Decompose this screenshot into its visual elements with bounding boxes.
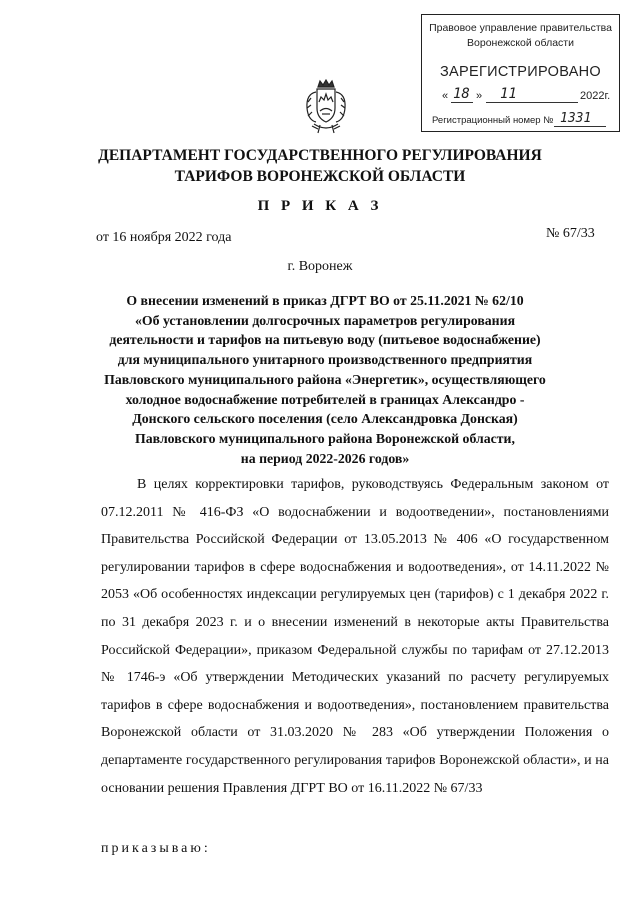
department-title — [0, 145, 640, 187]
stamp-organization — [422, 21, 619, 51]
subject-line: О внесении изменений в приказ ДГРТ ВО от 25.11.2021 № 62/10 — [126, 293, 524, 308]
stamp-reg-number: 1331 — [560, 111, 592, 126]
document-date: от 16 ноября 2022 года — [96, 230, 232, 245]
document-subject — [95, 291, 555, 468]
stamp-day: 18 — [453, 86, 470, 102]
stamp-year: 2022г. — [580, 90, 611, 102]
department-title-line2: ТАРИФОВ ВОРОНЕЖСКОЙ ОБЛАСТИ — [174, 168, 466, 185]
subject-line: Донского сельского поселения (село Александровка Донская) — [132, 411, 518, 427]
subject-line: «Об установлении долгосрочных параметров регулирования — [134, 312, 516, 328]
subject-line: деятельности и тарифов на питьевую воду (питьевое водоснабжение) — [109, 332, 541, 348]
stamp-org-line2: Воронежской области — [467, 37, 574, 49]
coat-of-arms-icon — [302, 78, 350, 136]
stamp-reg-label: Регистрационный номер № — [432, 115, 554, 126]
document-body-paragraph: В целях корректировки тарифов, руководствуясь Федеральным законом от 07.12.2011 № 416-ФЗ «О водоснабжении и водоотведении», постановлениями Правительства Российской Федерации от 13.05.2013 № 406 «О государственном регулировании тарифов в сфере водоснабжения и водоотведения», от 14.11.2022 № 2053 «Об особенностях индексации регулируемых цен (тарифов) с 1 декабря 2022 г. по 31 декабря 2023 г. и о внесении изменений в некоторые акты Правительства Российской Федерации», приказом Федеральной службы по тарифам от 27.12.2013 № 1746-э «Об утверждении Методических указаний по расчету регулируемых тарифов в сфере водоснабжения и водоотведения», постановлением правительства Воронежской области от 31.03.2020 № 283 «Об утверждении Положения о департаменте государственного регулирования тарифов Воронежской области», и на основании решения Правления ДГРТ ВО от 16.11.2022 № 67/33 — [101, 477, 609, 796]
decree-word: приказываю: — [101, 841, 211, 856]
subject-line: Павловского муниципального района Воронежской области, — [135, 430, 515, 446]
document-city: г. Воронеж — [287, 259, 353, 274]
stamp-quote-open: « — [442, 90, 449, 102]
stamp-month: 11 — [500, 86, 517, 102]
subject-line: холодное водоснабжение потребителей в границах Александро - — [125, 391, 525, 407]
document-number: № 67/33 — [546, 226, 595, 241]
department-title-line1: ДЕПАРТАМЕНТ ГОСУДАРСТВЕННОГО РЕГУЛИРОВАНИЯ — [98, 147, 542, 164]
subject-line: Павловского муниципального района «Энергетик», осуществляющего — [104, 371, 546, 387]
registration-stamp — [421, 14, 620, 132]
subject-line: на период 2022-2026 годов» — [240, 450, 410, 466]
stamp-quote-close: » — [476, 90, 483, 102]
stamp-org-line1: Правовое управление правительства — [429, 22, 612, 34]
subject-line: для муниципального унитарного производственного предприятия — [117, 352, 533, 368]
stamp-registered-label: ЗАРЕГИСТРИРОВАНО — [439, 64, 602, 80]
document-type: П Р И К А З — [257, 198, 383, 214]
